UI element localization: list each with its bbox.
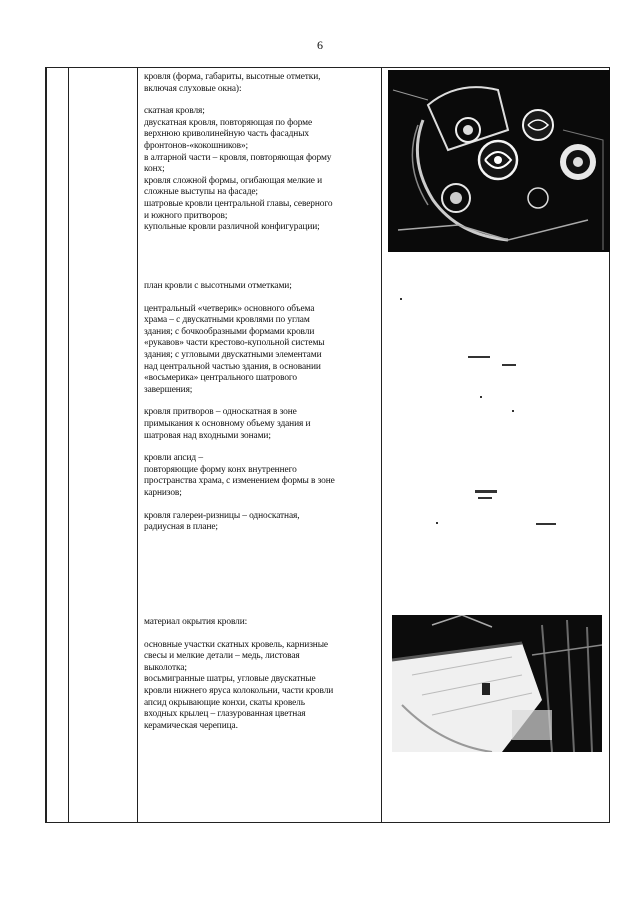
text-line: радиусная в плане; [144,522,218,533]
text-line: кровля сложной формы, огибающая мелкие и [144,175,323,186]
plan-mark [512,410,514,412]
row-3-paragraph-2 [144,640,374,733]
text-line: сложные выступы на фасаде; [144,187,258,198]
row-2-paragraph-4 [144,453,374,499]
content-table [45,67,610,823]
plan-mark [436,522,438,524]
column-divider-4 [381,68,382,822]
text-line: основные участки скатных кровель, карнизные [144,639,328,650]
plan-mark [480,396,482,398]
row-3-text [144,617,374,732]
text-line: в алтарной части – кровля, повторяющая форму [144,152,332,163]
text-line: храма – с двускатными кровлями по углам [144,315,310,326]
text-line: выколотка; [144,662,187,673]
text-line: пространства храма, с изменением формы в зоне [144,476,335,487]
plan-mark [502,364,516,366]
row-2-paragraph-2 [144,304,374,397]
roof-plan-drawing [396,268,601,613]
text-line: план кровли с высотными отметками; [144,281,292,291]
text-line: карнизов; [144,487,182,498]
row-2-paragraph-3 [144,407,374,442]
text-line: примыкания к основному объему здания и [144,418,311,429]
text-line: кровли нижнего яруса колокольни, части кровли [144,685,334,696]
text-line: завершения; [144,384,193,395]
text-line: входных крылец – глазурованная цветная [144,709,306,720]
row-1-text [144,72,374,234]
text-line: материал окрытия кровли: [144,617,248,627]
column-divider-3 [137,68,138,822]
roof-covering-photo-image [392,615,602,752]
row-2-paragraph-5 [144,511,374,534]
text-line: шатровая над входными зонами; [144,430,271,441]
text-line: включая слуховые окна): [144,83,242,94]
plan-mark [400,298,402,300]
text-line: скатная кровля; [144,106,205,117]
text-line: и южного притворов; [144,210,228,221]
column-divider-1 [46,68,47,822]
text-line: фронтонов-«кокошников»; [144,140,249,151]
row-1-paragraph-2 [144,106,374,234]
bottom-photo-roof-covering [392,615,602,752]
text-line: конх; [144,164,165,175]
text-line: кровля (форма, габариты, высотные отметки, [144,72,321,82]
text-line: «рукавов» части крестово-купольной системы [144,338,325,349]
text-line: верхнюю криволинейную часть фасадных [144,129,310,140]
text-line: здания; с бочкообразными формами кровли [144,326,315,337]
text-line: свесы и мелкие детали – медь, листовая [144,651,300,662]
text-line: центральный «четверик» основного объема [144,303,315,314]
page-number: 6 [317,38,323,52]
column-divider-2 [68,68,69,822]
text-line: шатровые кровли центральной главы, северного [144,198,333,209]
text-line: двускатная кровля, повторяющая по форме [144,117,313,128]
text-line: кровли апсид – [144,453,203,464]
top-photo-roof-domes [388,70,610,252]
text-line: апсид окрывающие конхи, скаты кровель [144,697,305,708]
text-line: повторяющие форму конх внутреннего [144,464,297,475]
row-3-paragraph-1 [144,617,374,629]
row-2-text [144,281,374,534]
text-line: керамическая черепица. [144,720,238,731]
text-line: восьмигранные шатры, угловые двускатные [144,674,316,685]
plan-mark [536,523,556,525]
text-line: купольные кровли различной конфигурации; [144,222,320,233]
plan-mark [478,497,492,499]
plan-mark [468,356,490,358]
row-2-paragraph-1 [144,281,374,293]
text-line: кровля притворов – односкатная в зоне [144,407,297,418]
text-line: «восьмерика» центрального шатрового [144,373,298,384]
text-line: кровля галереи-ризницы – односкатная, [144,510,300,521]
row-1-paragraph-1 [144,72,374,95]
domes-photo-image [388,70,610,252]
plan-mark [475,490,497,493]
text-line: над центральной частью здания, в основании [144,361,321,372]
text-line: здания; с угловыми двускатными элементами [144,349,322,360]
